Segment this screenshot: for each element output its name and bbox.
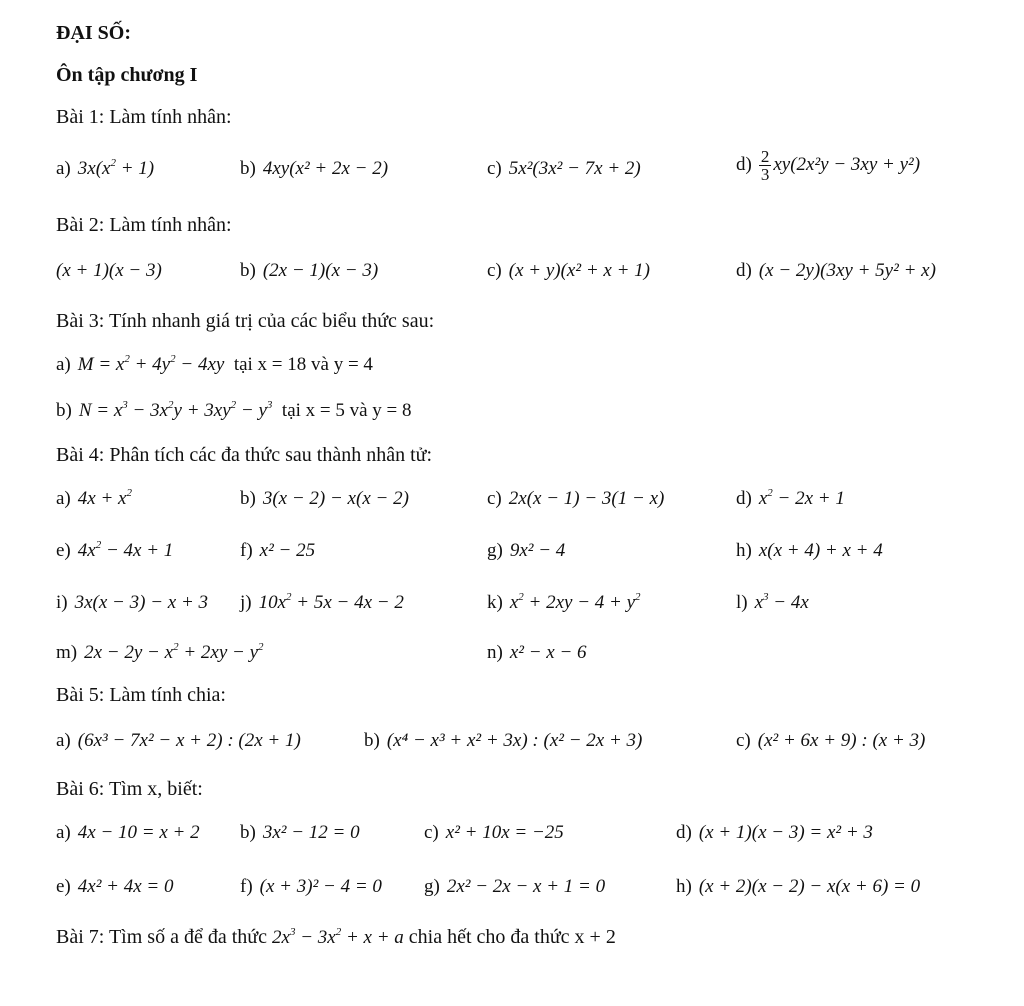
bai6-h-label: h) (676, 876, 692, 897)
bai5-b-label: b) (364, 730, 380, 751)
bai4-j-expr: $10x^2 + 5x - 4x - 2$ (258, 591, 404, 613)
bai4-l-expr: $x^3 - 4x$ (754, 591, 809, 613)
bai4-j-label: j) (240, 592, 252, 613)
bai1-a-expr: $3x(x^2 + 1)$ (77, 157, 155, 179)
bai4-c-expr: 2x(x − 1) − 3(1 − x) (508, 488, 665, 509)
bai4-f (240, 540, 315, 562)
bai3-a-label: a) (56, 354, 71, 375)
bai6-d-expr: (x + 1)(x − 3) = x² + 3 (698, 822, 873, 843)
bai6-d (676, 822, 873, 844)
bai1-c-expr: 5x²(3x² − 7x + 2) (508, 158, 641, 179)
bai4-d (736, 488, 845, 510)
bai4-b-expr: 3(x − 2) − x(x − 2) (262, 488, 409, 509)
bai2-b-label: b) (240, 260, 256, 281)
bai2-d (736, 260, 936, 282)
section-title: ĐẠI SỐ: (56, 22, 132, 44)
bai1-c (487, 158, 641, 180)
bai1-d-denominator: 3 (760, 165, 770, 184)
bai1-a-label: a) (56, 158, 71, 179)
bai4-d-label: d) (736, 488, 752, 509)
bai6-h-expr: (x + 2)(x − 2) − x(x + 6) = 0 (698, 876, 921, 897)
bai4-g-expr: 9x² − 4 (509, 540, 566, 561)
bai2-c-expr: (x + y)(x² + x + 1) (508, 260, 650, 281)
bai5-a (56, 730, 301, 752)
bai4-b (240, 488, 409, 510)
bai2-b-expr: (2x − 1)(x − 3) (262, 260, 379, 281)
bai4-a (56, 488, 132, 510)
bai2-c-label: c) (487, 260, 502, 281)
bai7-prefix: Bài 7: Tìm số a để đa thức (56, 926, 267, 948)
bai2-a (56, 260, 162, 282)
bai4-a-expr: $4x + x^2$ (77, 487, 132, 509)
bai6-e (56, 876, 173, 898)
bai5-a-expr: (6x³ − 7x² − x + 2) : (2x + 1) (77, 730, 301, 751)
bai6-b-label: b) (240, 822, 256, 843)
bai5-b-expr: (x⁴ − x³ + x² + 3x) : (x² − 2x + 3) (386, 730, 643, 751)
bai3-b-condition: tại x = 5 và y = 8 (281, 400, 412, 421)
bai4-l-label: l) (736, 592, 748, 613)
bai6-h (676, 876, 920, 898)
bai6-c (424, 822, 564, 844)
bai4-k-label: k) (487, 592, 503, 613)
bai3-a-condition: tại x = 18 và y = 4 (233, 354, 373, 375)
bai6-d-label: d) (676, 822, 692, 843)
bai1-d-fraction (759, 148, 772, 183)
bai4-k-expr: $x^2 + 2xy - 4 + y^2$ (509, 591, 641, 613)
bai1-b (240, 158, 388, 180)
bai4-f-expr: x² − 25 (259, 540, 316, 561)
bai3-b-expr: $N = x^3 - 3x^2y + 3xy^2 - y^3$ (78, 399, 273, 421)
bai6-a (56, 822, 200, 844)
bai4-m-label: m) (56, 642, 78, 663)
bai1-a (56, 158, 154, 180)
bai3-a (56, 354, 373, 376)
bai5-a-label: a) (56, 730, 71, 751)
bai4-h-expr: x(x + 4) + x + 4 (758, 540, 883, 561)
bai4-m-expr: $2x - 2y - x^2 + 2xy - y^2$ (84, 641, 264, 663)
bai1-d-numerator: 2 (760, 147, 770, 166)
bai3-a-expr: $M = x^2 + 4y^2 - 4xy$ (77, 353, 225, 375)
bai5-c (736, 730, 925, 752)
bai4-e-expr: $4x^2 - 4x + 1$ (77, 539, 174, 561)
bai4-i (56, 592, 208, 614)
bai4-i-expr: 3x(x − 3) − x + 3 (74, 592, 209, 613)
bai6-g (424, 876, 605, 898)
bai3-title: Bài 3: Tính nhanh giá trị của các biểu thức sau: (56, 310, 435, 332)
bai4-d-expr: $x^2 - 2x + 1$ (758, 487, 845, 509)
bai4-n-label: n) (487, 642, 503, 663)
bai5-c-label: c) (736, 730, 751, 751)
bai4-m (56, 642, 264, 664)
bai2-d-expr: (x − 2y)(3xy + 5y² + x) (758, 260, 936, 281)
bai5-b (364, 730, 642, 752)
bai4-l (736, 592, 809, 614)
bai4-n (487, 642, 587, 664)
chapter-title: Ôn tập chương I (56, 64, 198, 86)
bai4-k (487, 592, 641, 614)
bai6-c-expr: x² + 10x = −25 (445, 822, 564, 843)
bai4-a-label: a) (56, 488, 71, 509)
bai6-e-expr: 4x² + 4x = 0 (77, 876, 174, 897)
bai4-h (736, 540, 883, 562)
bai4-n-expr: x² − x − 6 (509, 642, 587, 663)
bai4-g (487, 540, 565, 562)
bai4-e-label: e) (56, 540, 71, 561)
bai5-c-expr: (x² + 6x + 9) : (x + 3) (757, 730, 926, 751)
bai4-f-label: f) (240, 540, 253, 561)
bai6-e-label: e) (56, 876, 71, 897)
bai1-title: Bài 1: Làm tính nhân: (56, 106, 232, 128)
bai7-suffix: chia hết cho đa thức x + 2 (408, 926, 616, 948)
bai2-c (487, 260, 650, 282)
bai1-d-expr: xy(2x²y − 3xy + y²) (773, 153, 921, 175)
bai6-c-label: c) (424, 822, 439, 843)
bai6-b (240, 822, 360, 844)
bai4-j (240, 592, 404, 614)
bai2-a-expr: (x + 1)(x − 3) (56, 260, 162, 281)
bai3-b (56, 400, 412, 422)
bai1-b-label: b) (240, 158, 256, 179)
bai6-a-label: a) (56, 822, 71, 843)
bai6-b-expr: 3x² − 12 = 0 (262, 822, 360, 843)
bai4-c (487, 488, 664, 510)
bai4-title: Bài 4: Phân tích các đa thức sau thành nhân tử: (56, 444, 433, 466)
bai6-title: Bài 6: Tìm x, biết: (56, 778, 203, 800)
bai6-g-expr: 2x² − 2x − x + 1 = 0 (446, 876, 606, 897)
bai2-b (240, 260, 378, 282)
bai6-a-expr: 4x − 10 = x + 2 (77, 822, 200, 843)
bai3-b-label: b) (56, 400, 72, 421)
bai1-c-label: c) (487, 158, 502, 179)
bai2-title: Bài 2: Làm tính nhân: (56, 214, 232, 236)
bai2-d-label: d) (736, 260, 752, 281)
bai6-g-label: g) (424, 876, 440, 897)
bai1-d (736, 148, 920, 183)
bai5-title: Bài 5: Làm tính chia: (56, 684, 226, 706)
bai6-f-label: f) (240, 876, 253, 897)
bai7-polynomial: $2x^3 - 3x^2 + x + a$ (272, 926, 404, 948)
bai4-e (56, 540, 173, 562)
bai6-f-expr: (x + 3)² − 4 = 0 (259, 876, 382, 897)
bai1-b-expr: 4xy(x² + 2x − 2) (262, 158, 389, 179)
bai4-b-label: b) (240, 488, 256, 509)
bai6-f (240, 876, 382, 898)
bai4-c-label: c) (487, 488, 502, 509)
bai4-i-label: i) (56, 592, 68, 613)
bai1-d-label: d) (736, 153, 752, 175)
bai4-h-label: h) (736, 540, 752, 561)
bai4-g-label: g) (487, 540, 503, 561)
bai7 (56, 926, 616, 949)
